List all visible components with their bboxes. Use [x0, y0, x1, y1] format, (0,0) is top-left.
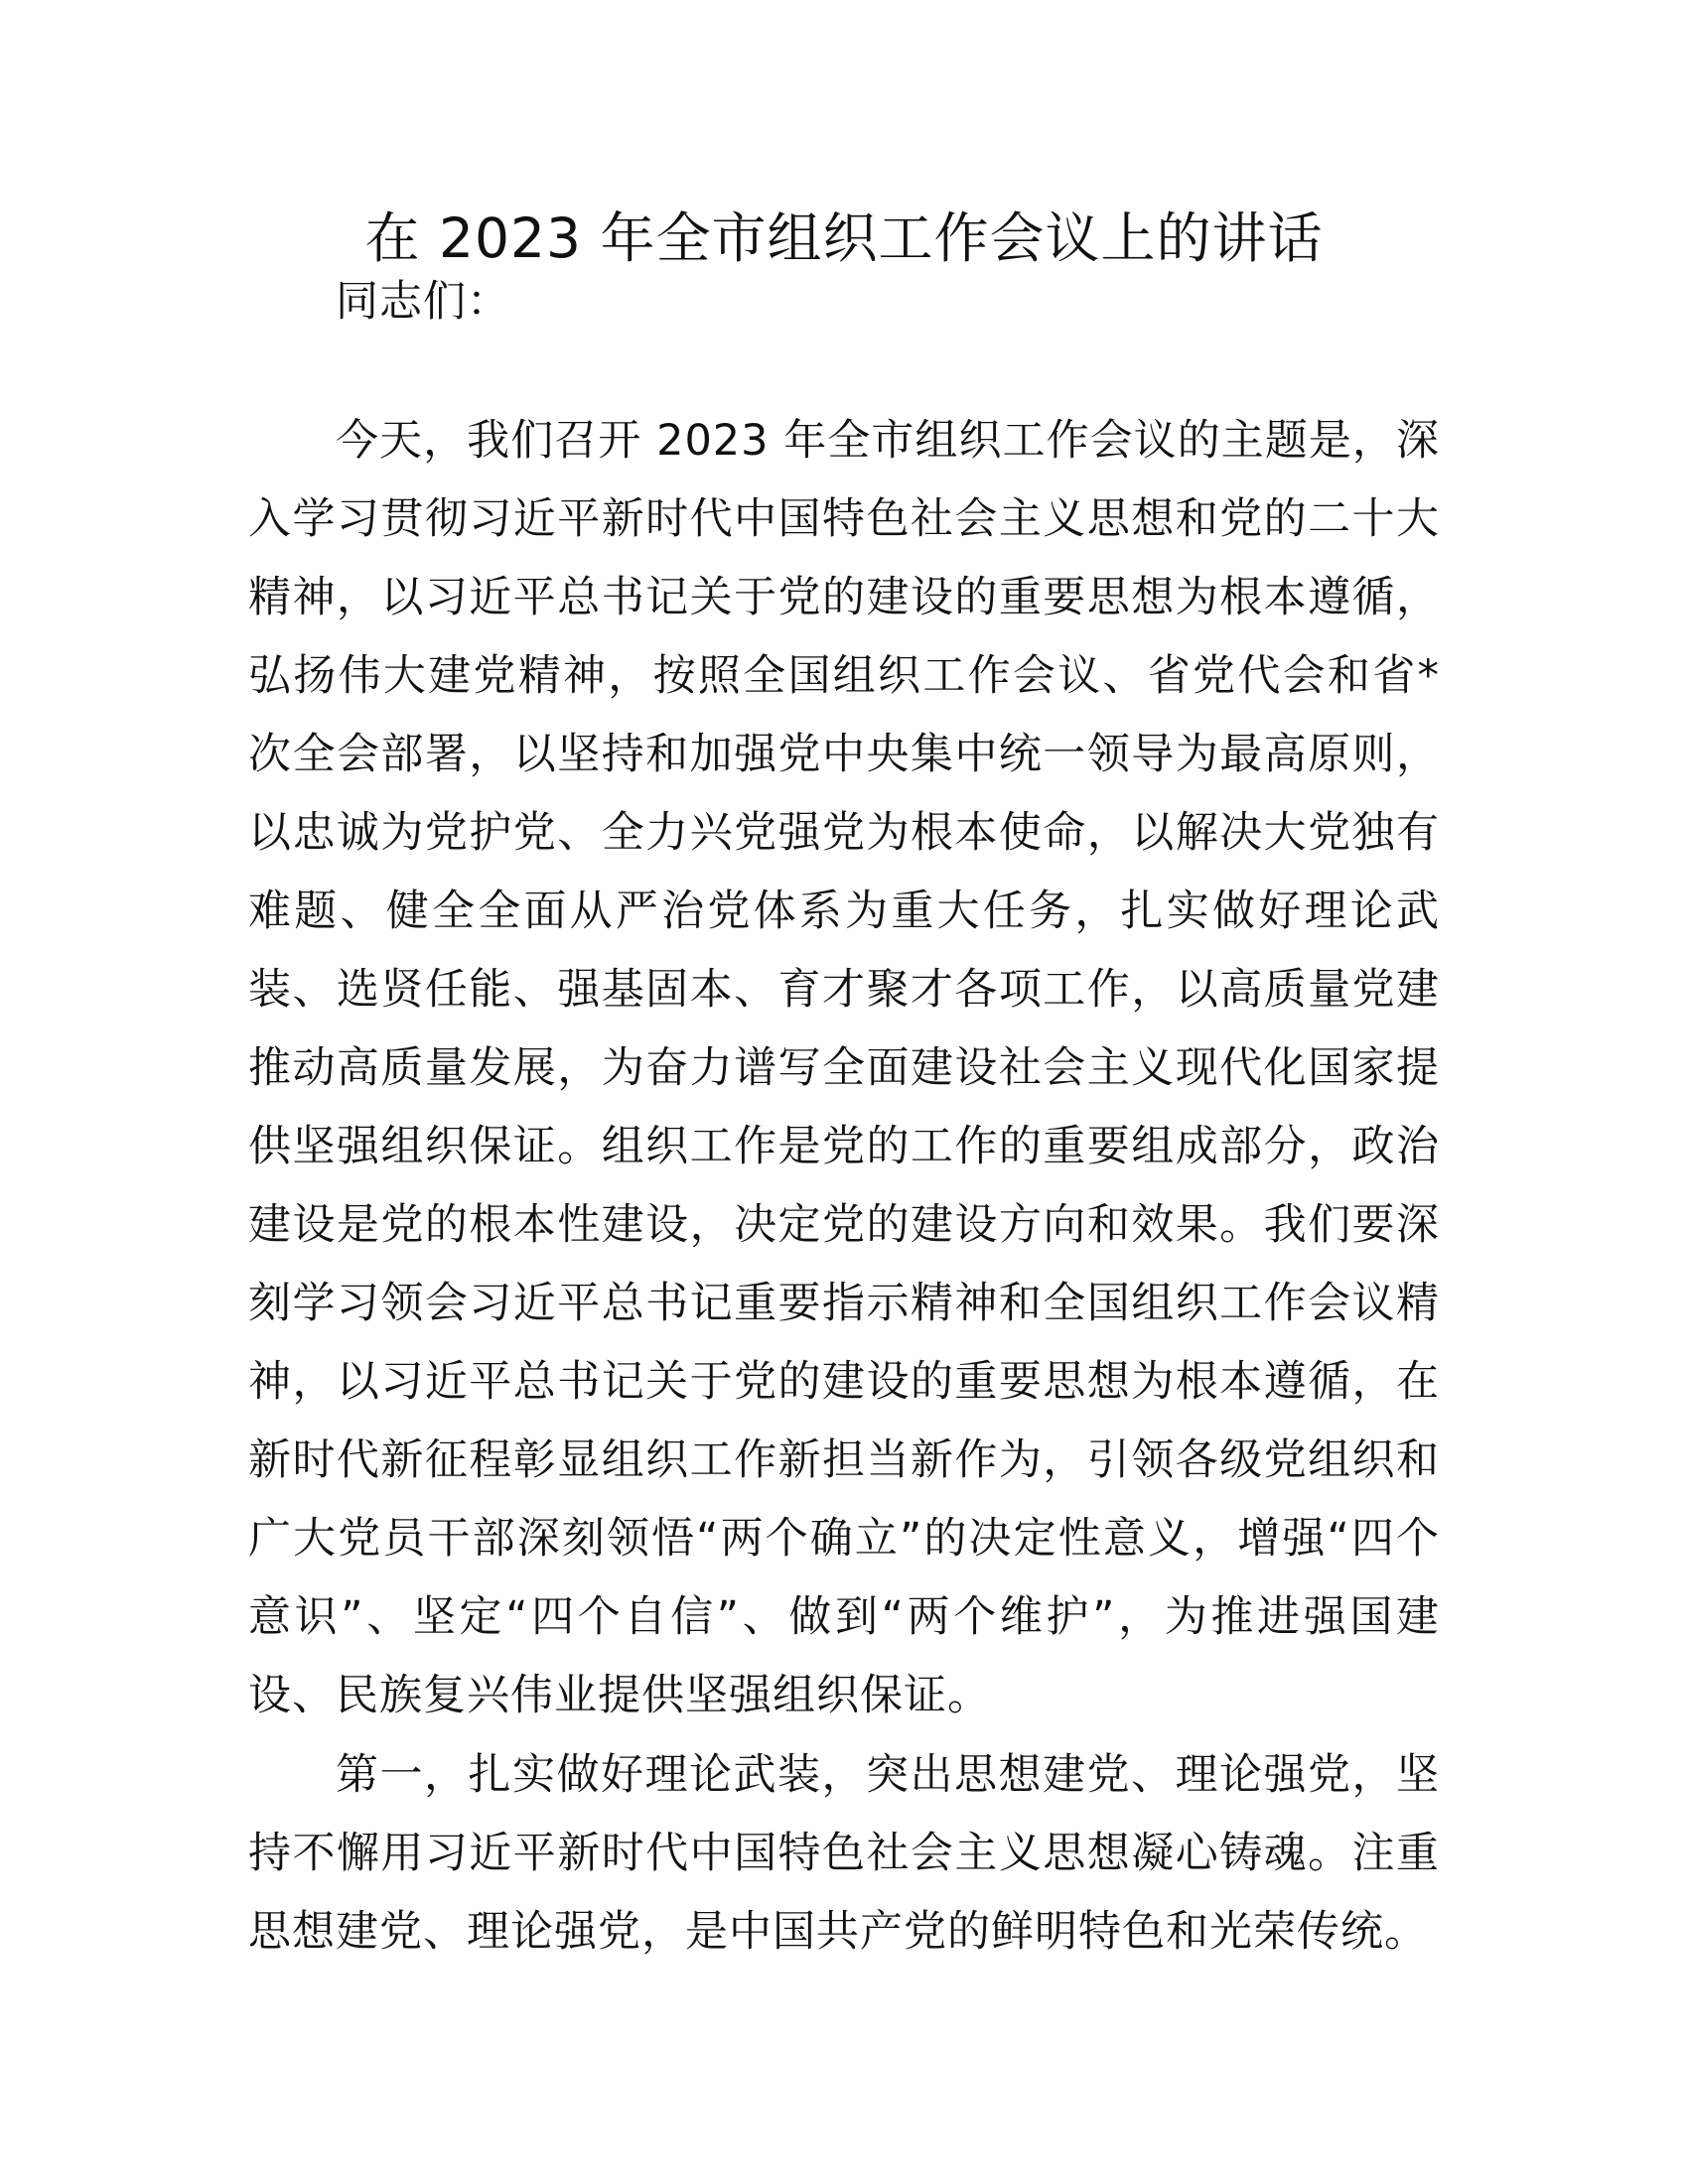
paragraph-line: 第一，扎实做好理论武装，突出思想建党、理论强党，坚: [336, 1750, 1440, 1800]
paragraph-line: 意识”、坚定“四个自信”、做到“两个维护”，为推进强国建: [248, 1592, 1440, 1642]
paragraph-line: 持不懈用习近平新时代中国特色社会主义思想凝心铸魂。注重: [248, 1829, 1440, 1878]
paragraph-line: 神，以习近平总书记关于党的建设的重要思想为根本遵循，在: [248, 1357, 1440, 1407]
paragraph-line: 供坚强组织保证。组织工作是党的工作的重要组成部分，政治: [248, 1122, 1440, 1171]
paragraph-line: 以忠诚为党护党、全力兴党强党为根本使命，以解决大党独有: [248, 808, 1440, 858]
paragraph-line: 弘扬伟大建党精神，按照全国组织工作会议、省党代会和省*: [248, 651, 1440, 701]
salutation: 同志们：: [336, 277, 510, 327]
paragraph-2: [248, 1736, 1440, 1972]
paragraph-1: [248, 402, 1440, 1735]
paragraph-line: 设、民族复兴伟业提供坚强组织保证。: [248, 1671, 991, 1720]
paragraph-line: 入学习贯彻习近平新时代中国特色社会主义思想和党的二十大: [248, 494, 1440, 544]
paragraph-line: 建设是党的根本性建设，决定党的建设方向和效果。我们要深: [248, 1200, 1440, 1250]
paragraph-line: 思想建党、理论强党，是中国共产党的鲜明特色和光荣传统。: [248, 1907, 1428, 1957]
paragraph-line: 新时代新征程彰显组织工作新担当新作为，引领各级党组织和: [248, 1435, 1440, 1485]
paragraph-line: 装、选贤任能、强基固本、育才聚才各项工作，以高质量党建: [248, 965, 1440, 1015]
paragraph-line: 推动高质量发展，为奋力谱写全面建设社会主义现代化国家提: [248, 1043, 1440, 1093]
paragraph-line: 今天，我们召开 2023 年全市组织工作会议的主题是，深: [336, 416, 1440, 466]
paragraph-line: 难题、健全全面从严治党体系为重大任务，扎实做好理论武: [248, 887, 1440, 936]
paragraph-line: 精神，以习近平总书记关于党的建设的重要思想为根本遵循，: [248, 573, 1440, 622]
document-title: 在 2023 年全市组织工作会议上的讲话: [364, 206, 1324, 270]
paragraph-line: 广大党员干部深刻领悟“两个确立”的决定性意义，增强“四个: [248, 1514, 1440, 1564]
paragraph-line: 次全会部署，以坚持和加强党中央集中统一领导为最高原则，: [248, 730, 1440, 779]
paragraph-line: 刻学习领会习近平总书记重要指示精神和全国组织工作会议精: [248, 1279, 1440, 1328]
